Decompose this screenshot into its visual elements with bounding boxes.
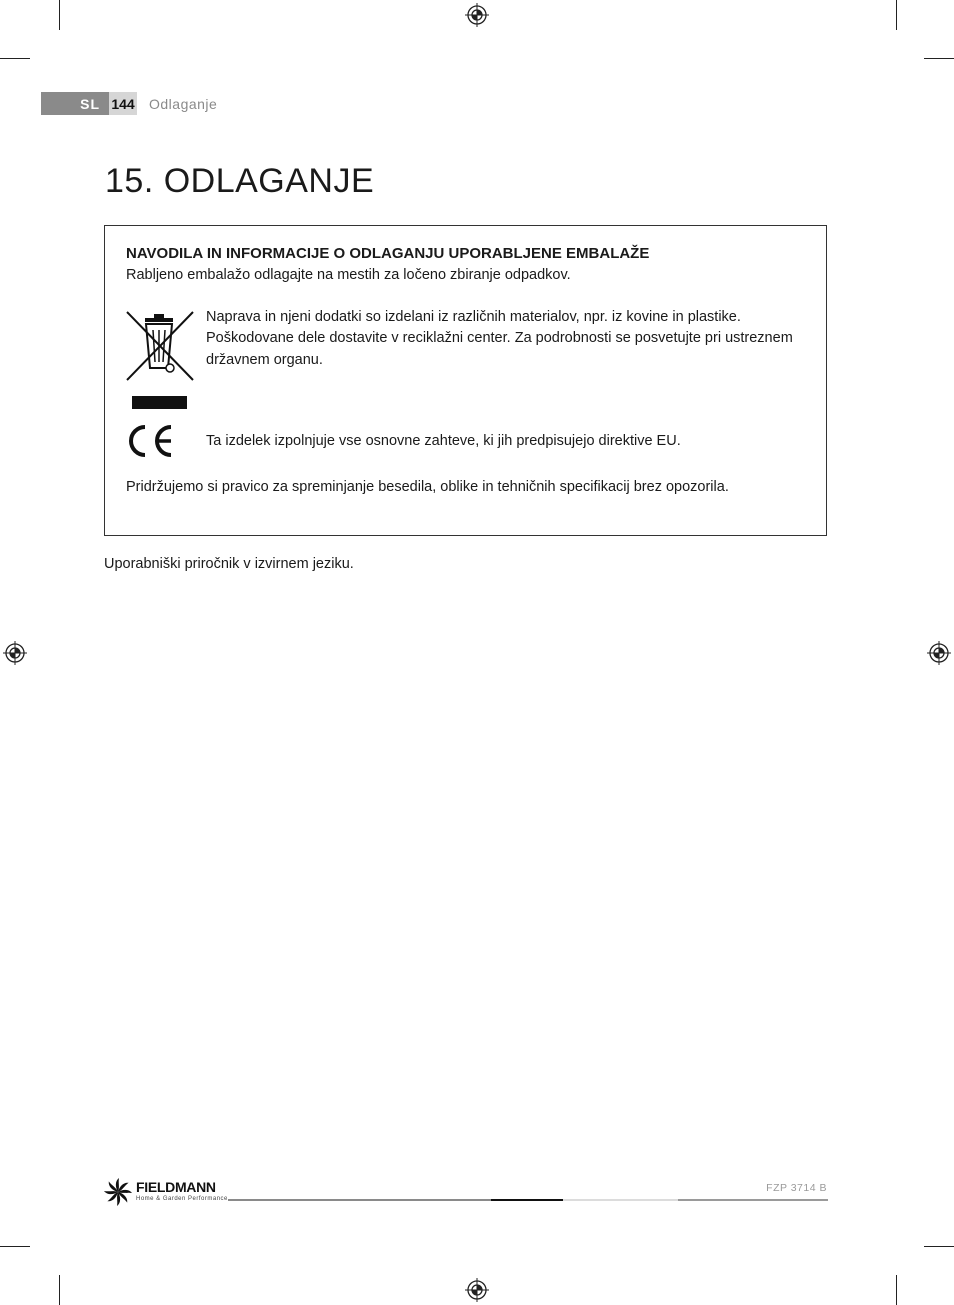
model-code: FZP 3714 B — [766, 1182, 827, 1194]
weee-black-bar — [132, 396, 187, 409]
crop-mark — [924, 58, 954, 59]
crop-mark — [59, 0, 60, 30]
crop-mark — [896, 1275, 897, 1305]
crop-mark — [896, 0, 897, 30]
disclaimer-text: Pridržujemo si pravico za spreminjanje besedila, oblike in tehničnih specifikacij brez opozorila. — [126, 479, 729, 495]
crop-mark — [0, 58, 30, 59]
page-title: 15. ODLAGANJE — [105, 162, 375, 200]
footer-rule — [491, 1199, 563, 1201]
fieldmann-fan-logo-icon — [103, 1177, 133, 1207]
manual-language-note: Uporabniški priročnik v izvirnem jeziku. — [104, 556, 354, 572]
weee-crossed-bin-icon — [125, 310, 195, 382]
weee-text-line: Poškodovane dele dostavite v reciklažni center. Za podrobnosti se posvetujte pri ustreznem — [206, 330, 793, 346]
box-intro: Rabljeno embalažo odlagajte na mestih za ločeno zbiranje odpadkov. — [126, 267, 571, 283]
brand-tagline: Home & Garden Performance — [136, 1196, 228, 1202]
crop-mark — [924, 1246, 954, 1247]
brand-name: FIELDMANN — [136, 1179, 216, 1195]
registration-mark-icon — [927, 641, 951, 665]
ce-text: Ta izdelek izpolnjuje vse osnovne zahteve, ki jih predpisujejo direktive EU. — [206, 433, 681, 449]
registration-mark-icon — [3, 641, 27, 665]
crop-mark — [59, 1275, 60, 1305]
footer-rule — [563, 1199, 678, 1201]
brand-logo — [103, 1176, 227, 1210]
crop-mark — [0, 1246, 30, 1247]
weee-text-line: državnem organu. — [206, 352, 323, 368]
language-tab: SL — [41, 92, 109, 115]
section-label: Odlaganje — [149, 95, 218, 112]
box-heading: NAVODILA IN INFORMACIJE O ODLAGANJU UPORABLJENE EMBALAŽE — [126, 245, 650, 262]
page-header — [41, 92, 217, 115]
registration-mark-icon — [465, 3, 489, 27]
page-number: 144 — [109, 92, 137, 115]
ce-mark-icon — [125, 423, 177, 459]
weee-text-line: Naprava in njeni dodatki so izdelani iz različnih materialov, npr. iz kovine in plastike. — [206, 309, 741, 325]
footer-rule — [678, 1199, 828, 1201]
registration-mark-icon — [465, 1278, 489, 1302]
footer-rule — [228, 1199, 491, 1201]
disposal-info-box — [104, 225, 827, 536]
